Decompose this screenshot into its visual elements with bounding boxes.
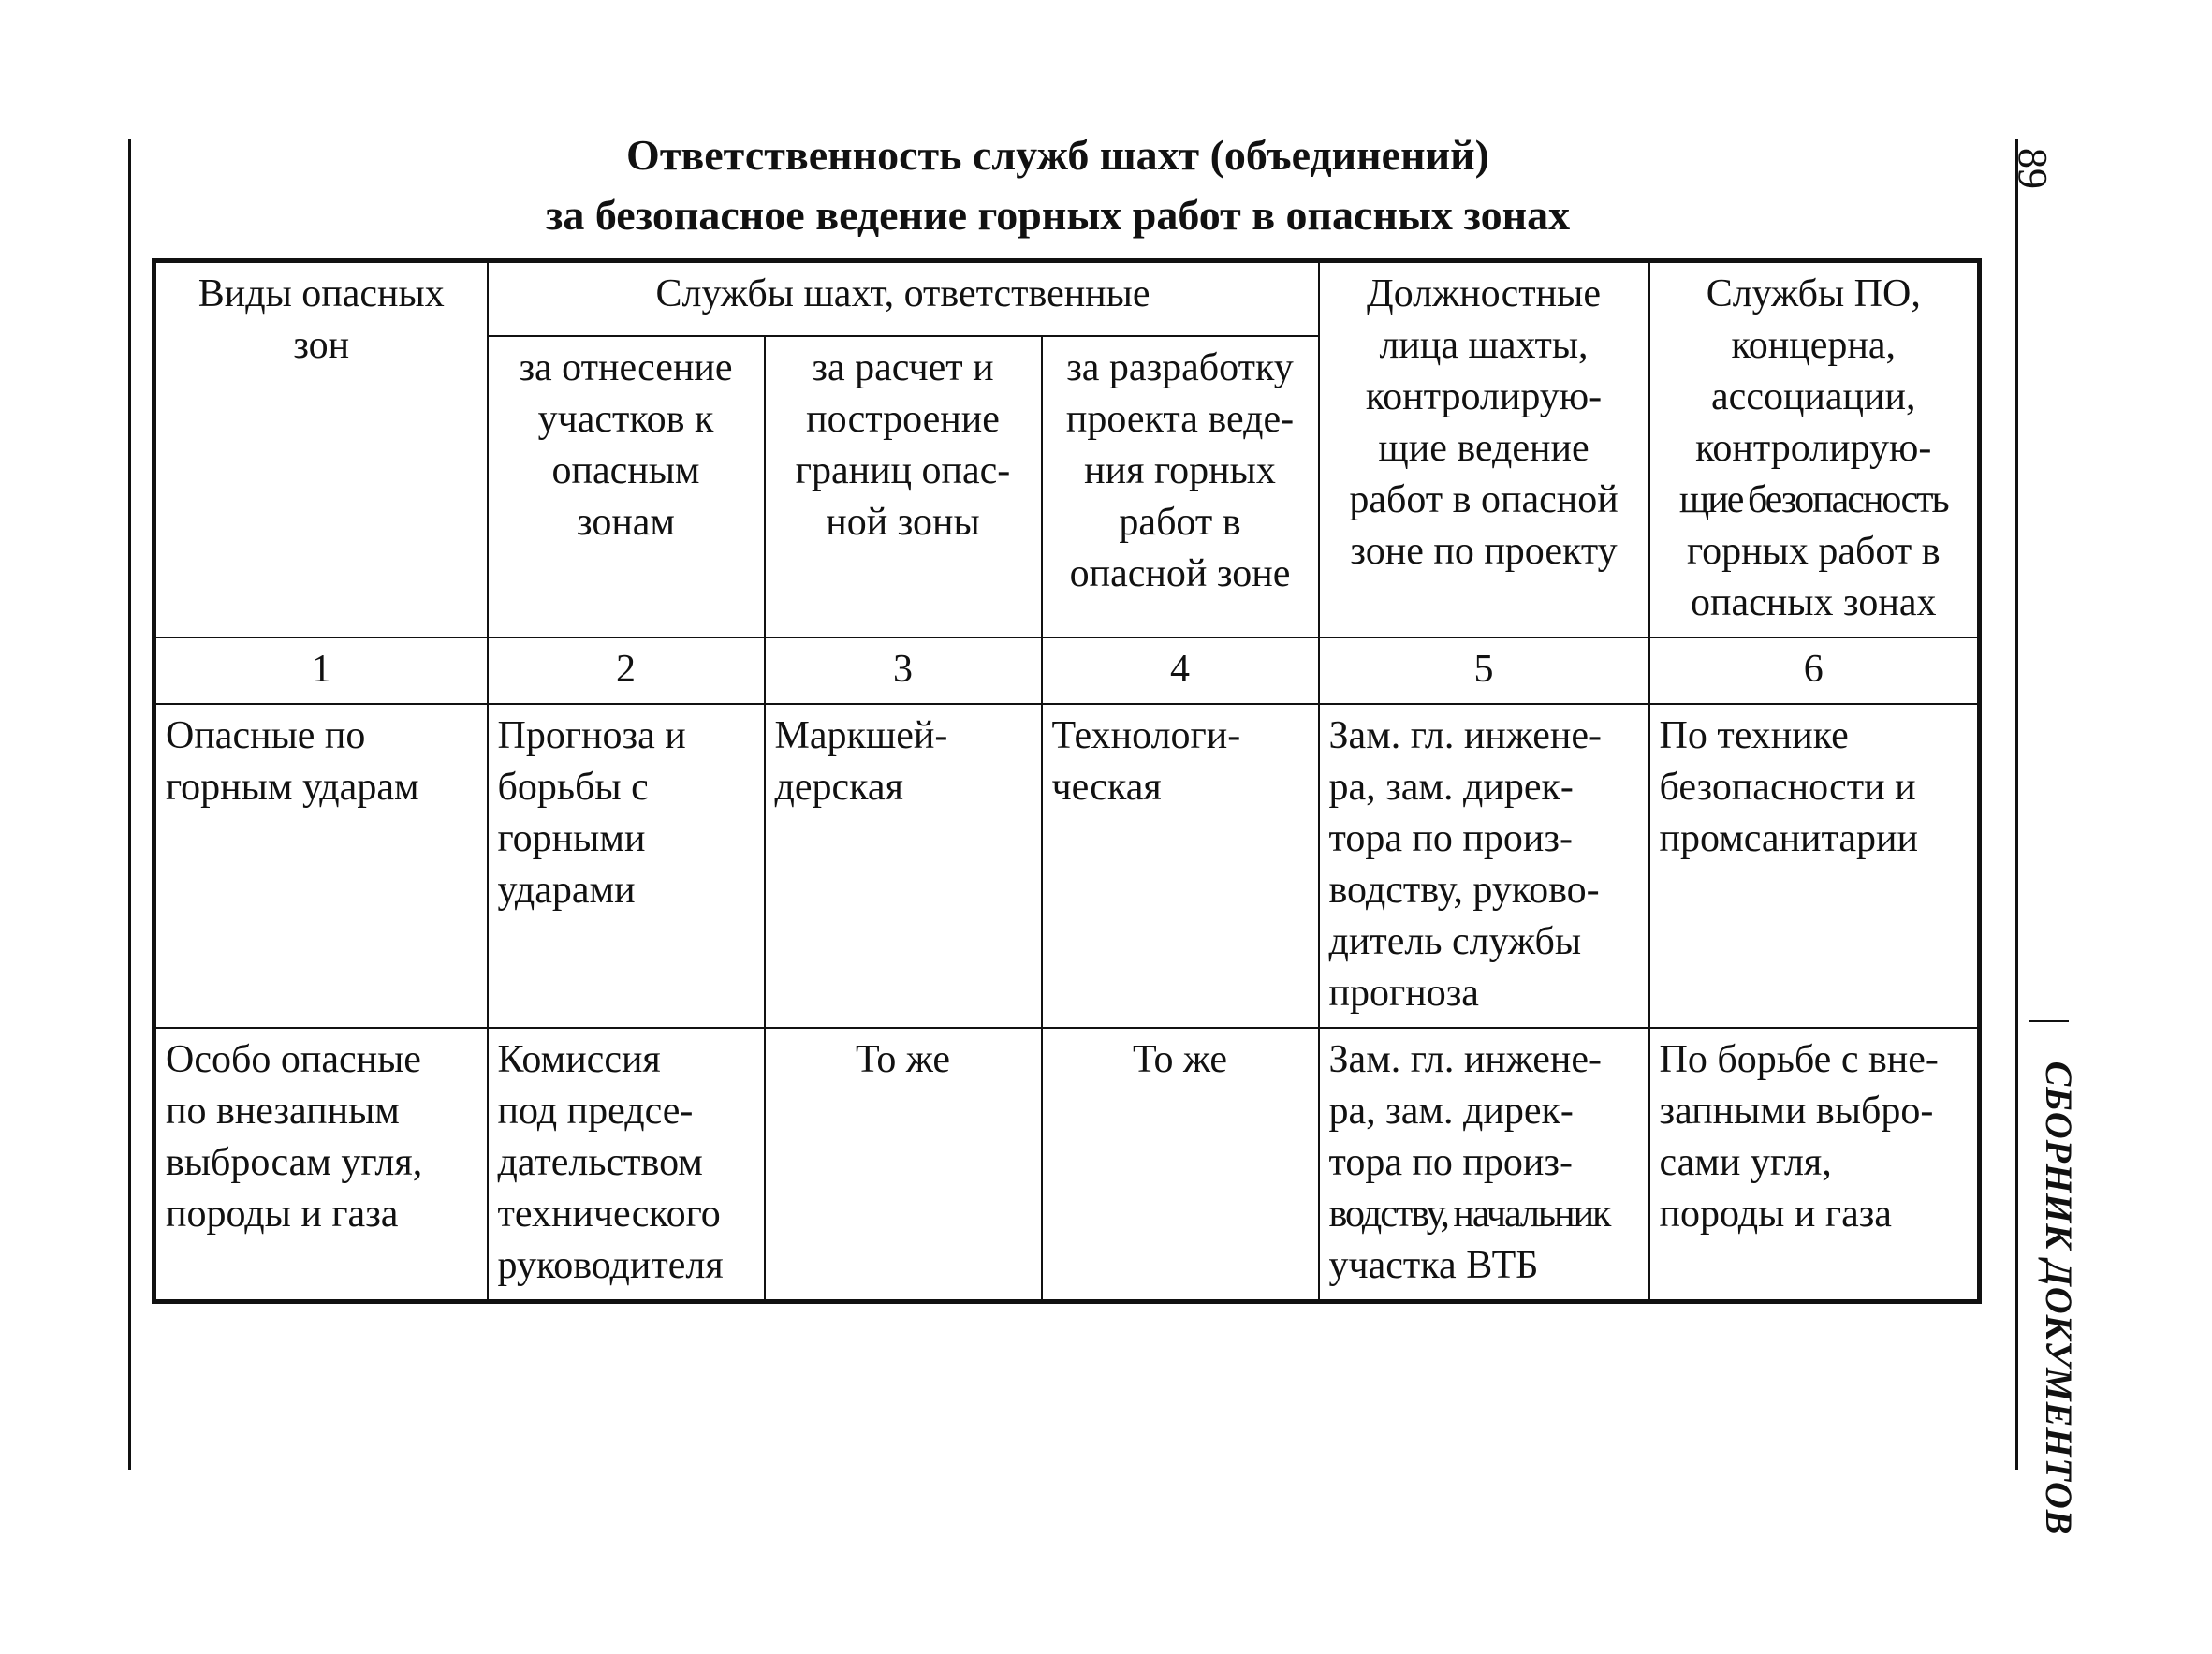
page-number: 89: [2010, 148, 2056, 189]
column-number: 5: [1319, 637, 1649, 704]
column-number: 6: [1649, 637, 1980, 704]
header-association-services: Службы ПО, концерна, ассоциации, контролирую- щие безопасность горных работ в опасных зонах: [1649, 261, 1980, 638]
classification-service-cell: Прогноза и борьбы с горными ударами: [488, 704, 765, 1028]
running-head-rule: [2029, 1020, 2069, 1022]
column-number: 4: [1042, 637, 1319, 704]
header-boundary-calculation: за расчет и построение границ опас- ной зоны: [765, 336, 1042, 637]
hazard-type-cell: Особо опасные по внезапным выбросам угля, породы и газа: [154, 1028, 488, 1302]
document-title: [281, 125, 1835, 245]
project-service-cell: Технологи- ческая: [1042, 704, 1319, 1028]
table-row: [154, 704, 1980, 1028]
project-service-cell: То же: [1042, 1028, 1319, 1302]
header-mine-officials: Должностные лица шахты, контролирую- щие ведение работ в опасной зоне по проекту: [1319, 261, 1649, 638]
association-service-cell: По борьбе с вне- запными выбро- сами угля, породы и газа: [1649, 1028, 1980, 1302]
classification-service-cell: Комиссия под предсе- дательством технического руководителя: [488, 1028, 765, 1302]
right-margin-rule: [2015, 139, 2018, 1470]
column-number: 1: [154, 637, 488, 704]
left-margin-rule: [128, 139, 131, 1470]
title-line-2: за безопасное ведение горных работ в опасных зонах: [545, 191, 1571, 239]
boundary-service-cell: Маркшей- дерская: [765, 704, 1042, 1028]
header-mine-services-group: Службы шахт, ответственные: [488, 261, 1319, 336]
officials-cell: Зам. гл. инжене- ра, зам. дирек- тора по произ- водству, начальник участка ВТБ: [1319, 1028, 1649, 1302]
table-row: [154, 1028, 1980, 1302]
officials-cell: Зам. гл. инжене- ра, зам. дирек- тора по произ- водству, руково- дитель службы прогноза: [1319, 704, 1649, 1028]
header-hazard-types: Виды опасных зон: [154, 261, 488, 638]
title-line-1: Ответственность служб шахт (объединений): [626, 131, 1489, 179]
hazard-type-cell: Опасные по горным ударам: [154, 704, 488, 1028]
association-service-cell: По технике безопасности и промсанитарии: [1649, 704, 1980, 1028]
column-number-row: [154, 637, 1980, 704]
header-classification: за отнесение участков к опасным зонам: [488, 336, 765, 637]
responsibility-table: [152, 258, 1982, 1304]
boundary-service-cell: То же: [765, 1028, 1042, 1302]
header-project-development: за разработку проекта веде- ния горных работ в опасной зоне: [1042, 336, 1319, 637]
header-row-1: [154, 261, 1980, 336]
running-head: СБОРНИК ДОКУМЕНТОВ: [2038, 1061, 2080, 1536]
column-number: 2: [488, 637, 765, 704]
column-number: 3: [765, 637, 1042, 704]
